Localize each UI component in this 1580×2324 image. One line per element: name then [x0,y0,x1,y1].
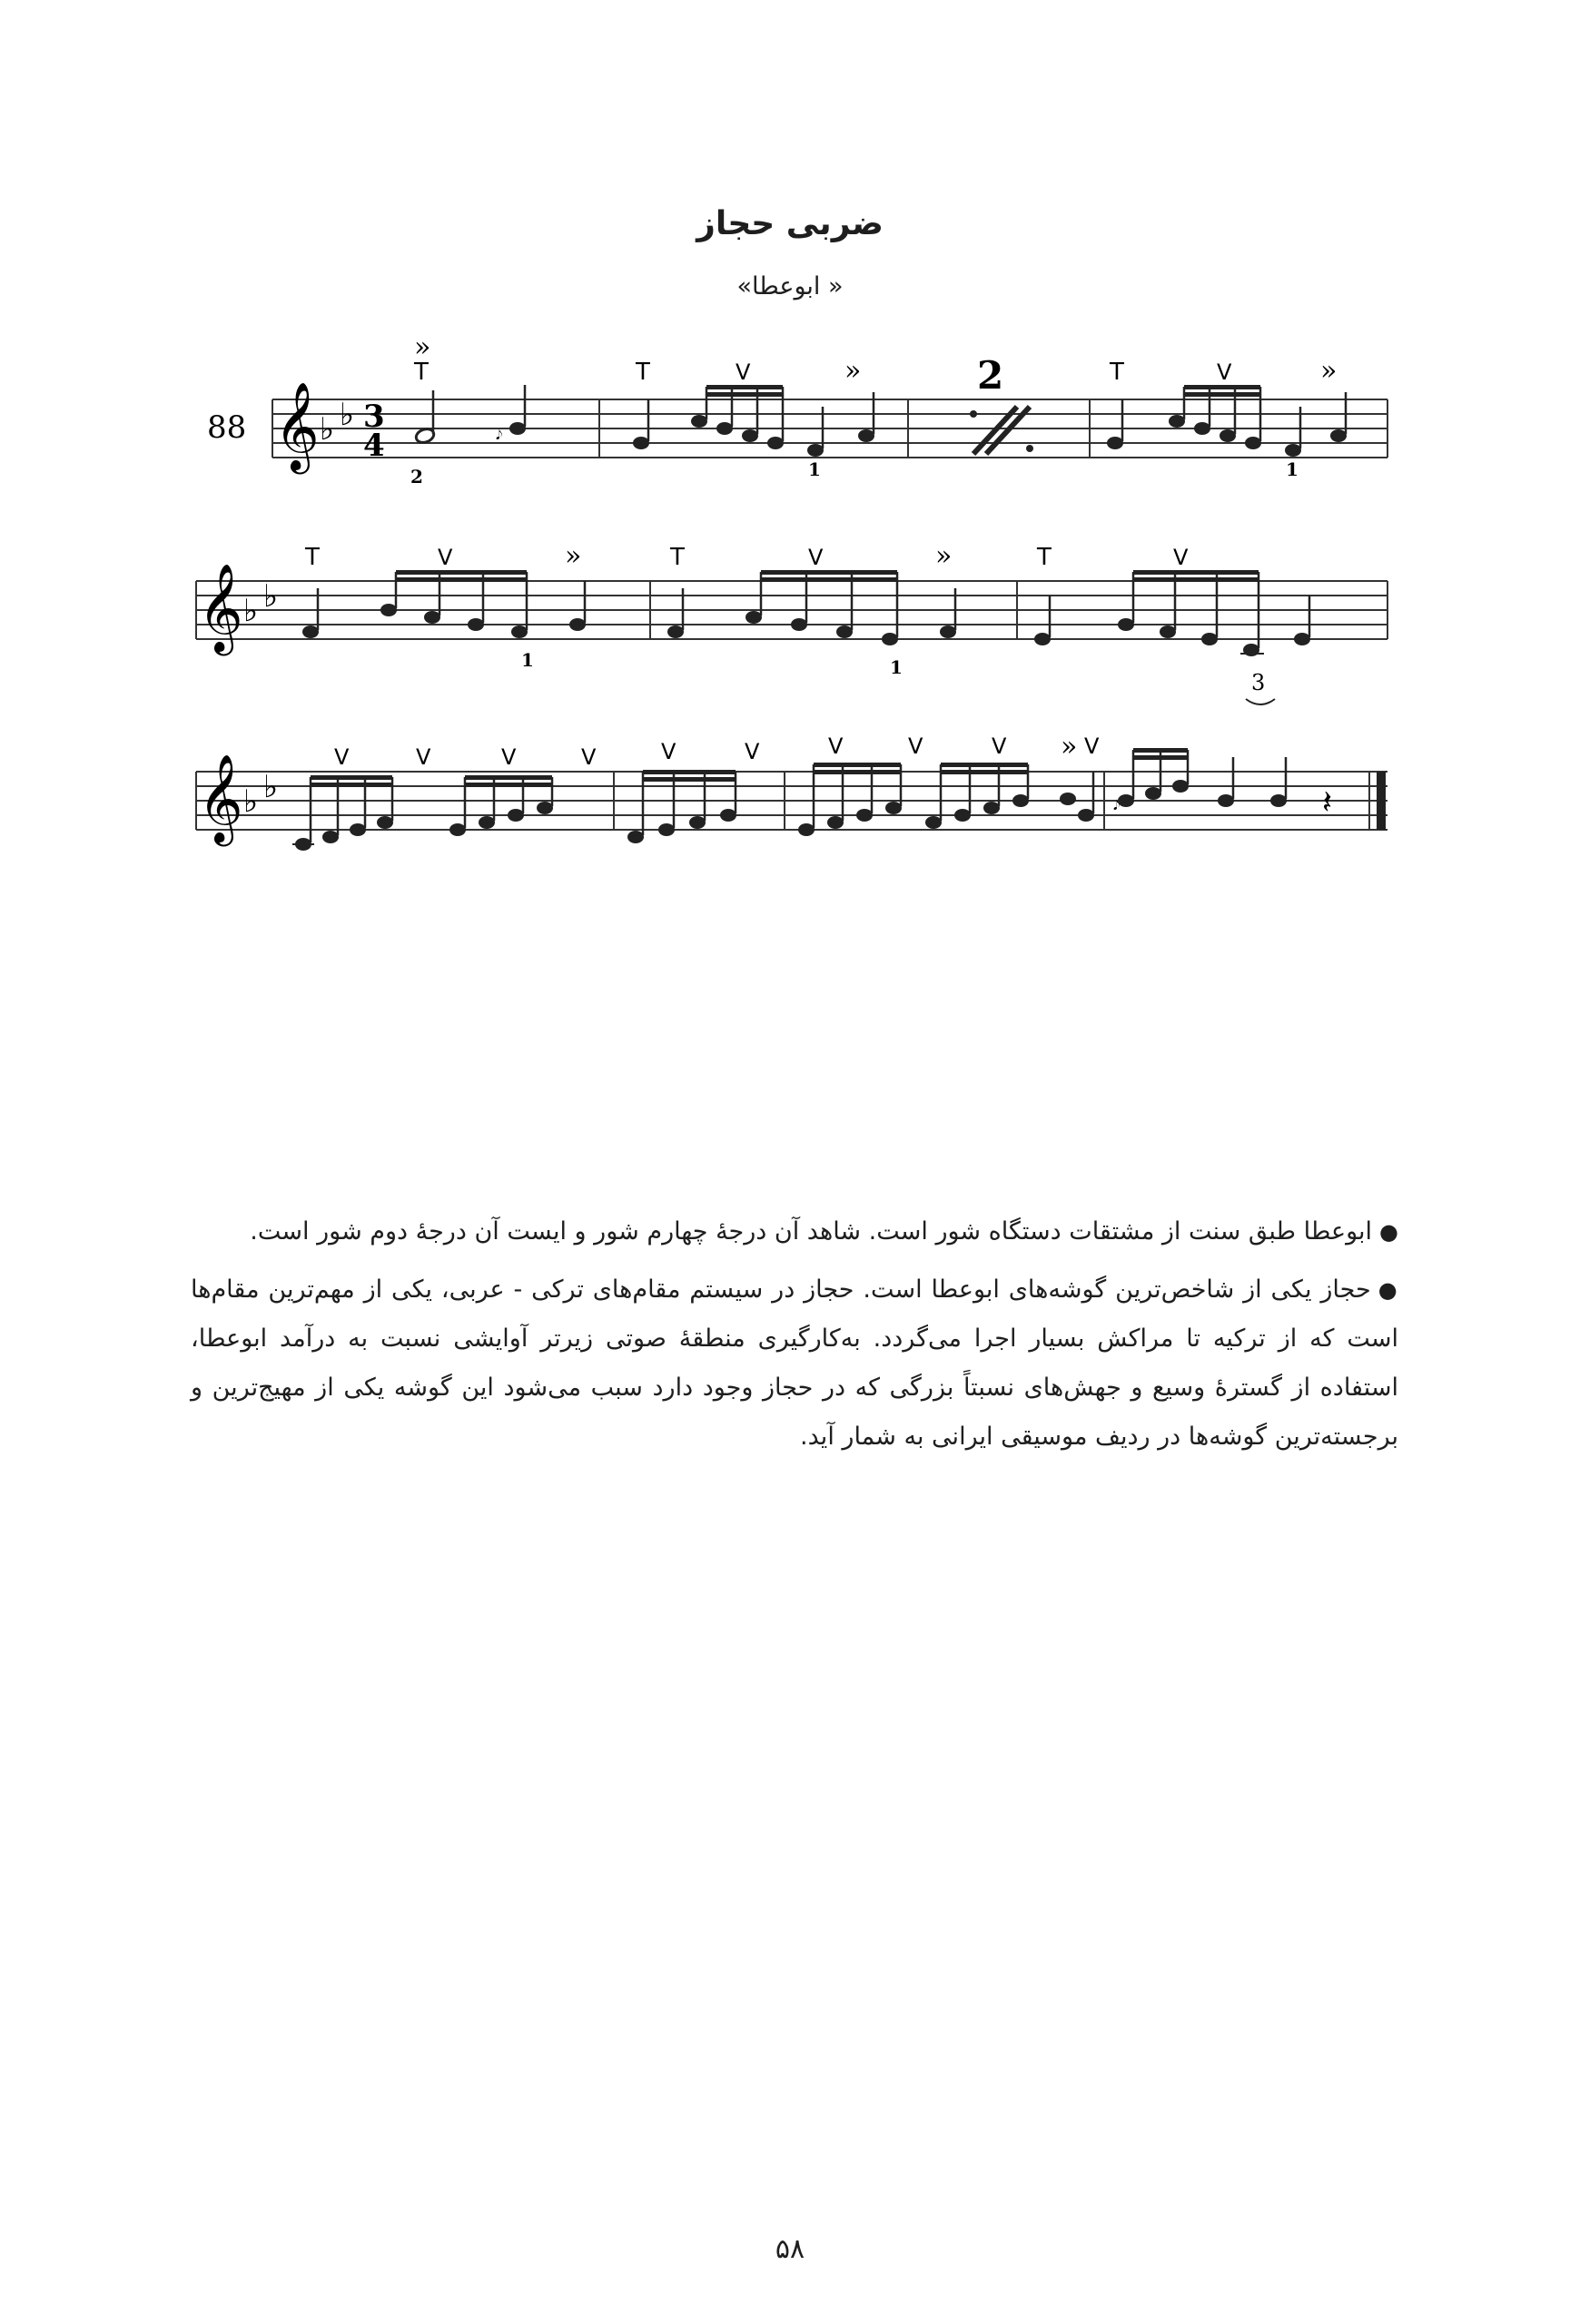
quarter-note [1107,437,1123,449]
paragraph-text: حجاز یکی از شاخص‌ترین گوشه‌های ابوعطا است. حجاز در سیستم مقام‌های ترکی - عربی، یکی از مهم‌ترین مقام‌ها است که از ترکیه تا مراکش بسیار اجرا می‌گردد. به‌کارگیری منطقهٔ صوتی زیرتر آوایشی نسبت به درآمد ابوعطا، استفاده از گسترهٔ وسیع و جهش‌های نسبتاً بزرگی که در حجاز وجود دارد سبب می‌شود این گوشه یکی از مهیج‌ترین و برجسته‌ترین گوشه‌ها در ردیف موسیقی ایرانی به شمار آید. [191,1275,1398,1451]
tremolo-mark: T [1110,359,1124,386]
bow-mark: V [736,359,751,385]
quarter-note [667,625,684,638]
staff-system-2 [196,540,1387,704]
accent-mark: » [935,540,953,572]
staff-system-1 [207,331,1387,487]
exercise-number: 88 [207,409,247,446]
bow-mark: V [416,744,431,770]
grace-note-icon: 𝆕 [496,422,503,445]
bow-mark: V [908,734,923,759]
quarter-note [1060,793,1076,805]
tremolo-mark: T [305,544,320,571]
sixteenth-group [691,385,784,449]
quarter-note [302,625,319,638]
sixteenth-group [1169,385,1261,449]
fingering-label: 1 [808,458,821,480]
quarter-note [1285,444,1301,457]
accent-mark: » [565,540,582,572]
paragraph [191,1265,1398,1462]
fingering-label: 1 [521,649,534,671]
flat-icon: ♭ [263,769,279,805]
bow-mark: V [1173,545,1189,570]
bow-mark: V [501,744,517,770]
page-subtitle: « ابوعطا» [736,272,844,300]
sixteenth-group [1118,570,1264,656]
bow-mark: V [808,545,824,570]
quarter-note [1218,794,1234,807]
quarter-note [569,618,586,631]
bow-mark: V [745,739,760,764]
quarter-note [1294,633,1310,645]
bullet-icon: ● [1378,1277,1398,1303]
accent-mark: » [1320,355,1338,387]
repeat-count: 2 [977,353,1004,398]
sixteenth-group [798,763,902,836]
page-number: ۵۸ [775,2233,805,2265]
bow-mark: V [1084,734,1100,759]
quarter-note [1270,794,1287,807]
bow-mark: V [828,734,844,759]
quarter-note [807,444,824,457]
paragraph [191,1207,1398,1256]
sixteenth-group [449,775,553,836]
quarter-note [633,437,649,449]
flat-icon: ♭ [320,411,335,448]
quarter-rest-icon: 𝄽 [1322,784,1333,822]
staff-system-3 [196,731,1387,851]
bow-mark: V [992,734,1007,759]
fingering-label: 2 [410,466,423,487]
fingering-label: 1 [890,656,903,678]
triplet-bracket-icon [1246,699,1275,704]
sixteenth-group [925,763,1029,829]
flat-icon: ♭ [263,578,279,615]
tremolo-mark: T [636,359,650,386]
accent-mark: » [844,355,862,387]
fingering-label: 1 [1286,458,1299,480]
bow-mark: V [438,545,453,570]
body-text [191,1207,1398,1471]
flat-icon: ♭ [243,593,259,629]
tremolo-mark: T [670,544,685,571]
quarter-note [1330,429,1347,442]
quarter-note [1078,809,1094,822]
bullet-icon: ● [1379,1219,1398,1245]
fingering-label: 3 [1251,670,1266,695]
grace-note-icon: 𝆕 [1113,793,1121,815]
tremolo-mark: T [414,359,429,386]
sixteenth-group [380,570,528,638]
quarter-note [858,429,874,442]
bow-mark: V [581,744,597,770]
treble-clef-icon: 𝄞 [198,753,243,842]
paragraph-text: ابوعطا طبق سنت از مشتقات دستگاه شور است. شاهد آن درجهٔ چهارم شور و ایست آن درجهٔ دوم شور است. [250,1217,1373,1246]
quarter-note [509,422,526,435]
music-score [0,327,1580,926]
tremolo-mark: T [1037,544,1052,571]
accent-mark: » [1061,731,1078,763]
accent-mark: » [414,331,431,363]
treble-clef-icon: 𝄞 [274,381,320,470]
sixteenth-group [746,570,898,645]
sixteenth-group [627,770,736,843]
bow-mark: V [661,739,676,764]
treble-clef-icon: 𝄞 [198,563,243,652]
quarter-note [1034,633,1051,645]
final-barline [1377,772,1386,830]
flat-icon: ♭ [243,783,259,820]
time-signature-top: 3 [363,399,385,435]
page-title: ضربی حجاز [696,205,884,242]
time-signature-bottom: 4 [363,428,385,464]
quarter-note [940,625,956,638]
bow-mark: V [334,744,350,770]
flat-icon: ♭ [340,397,355,433]
bow-mark: V [1217,359,1232,385]
